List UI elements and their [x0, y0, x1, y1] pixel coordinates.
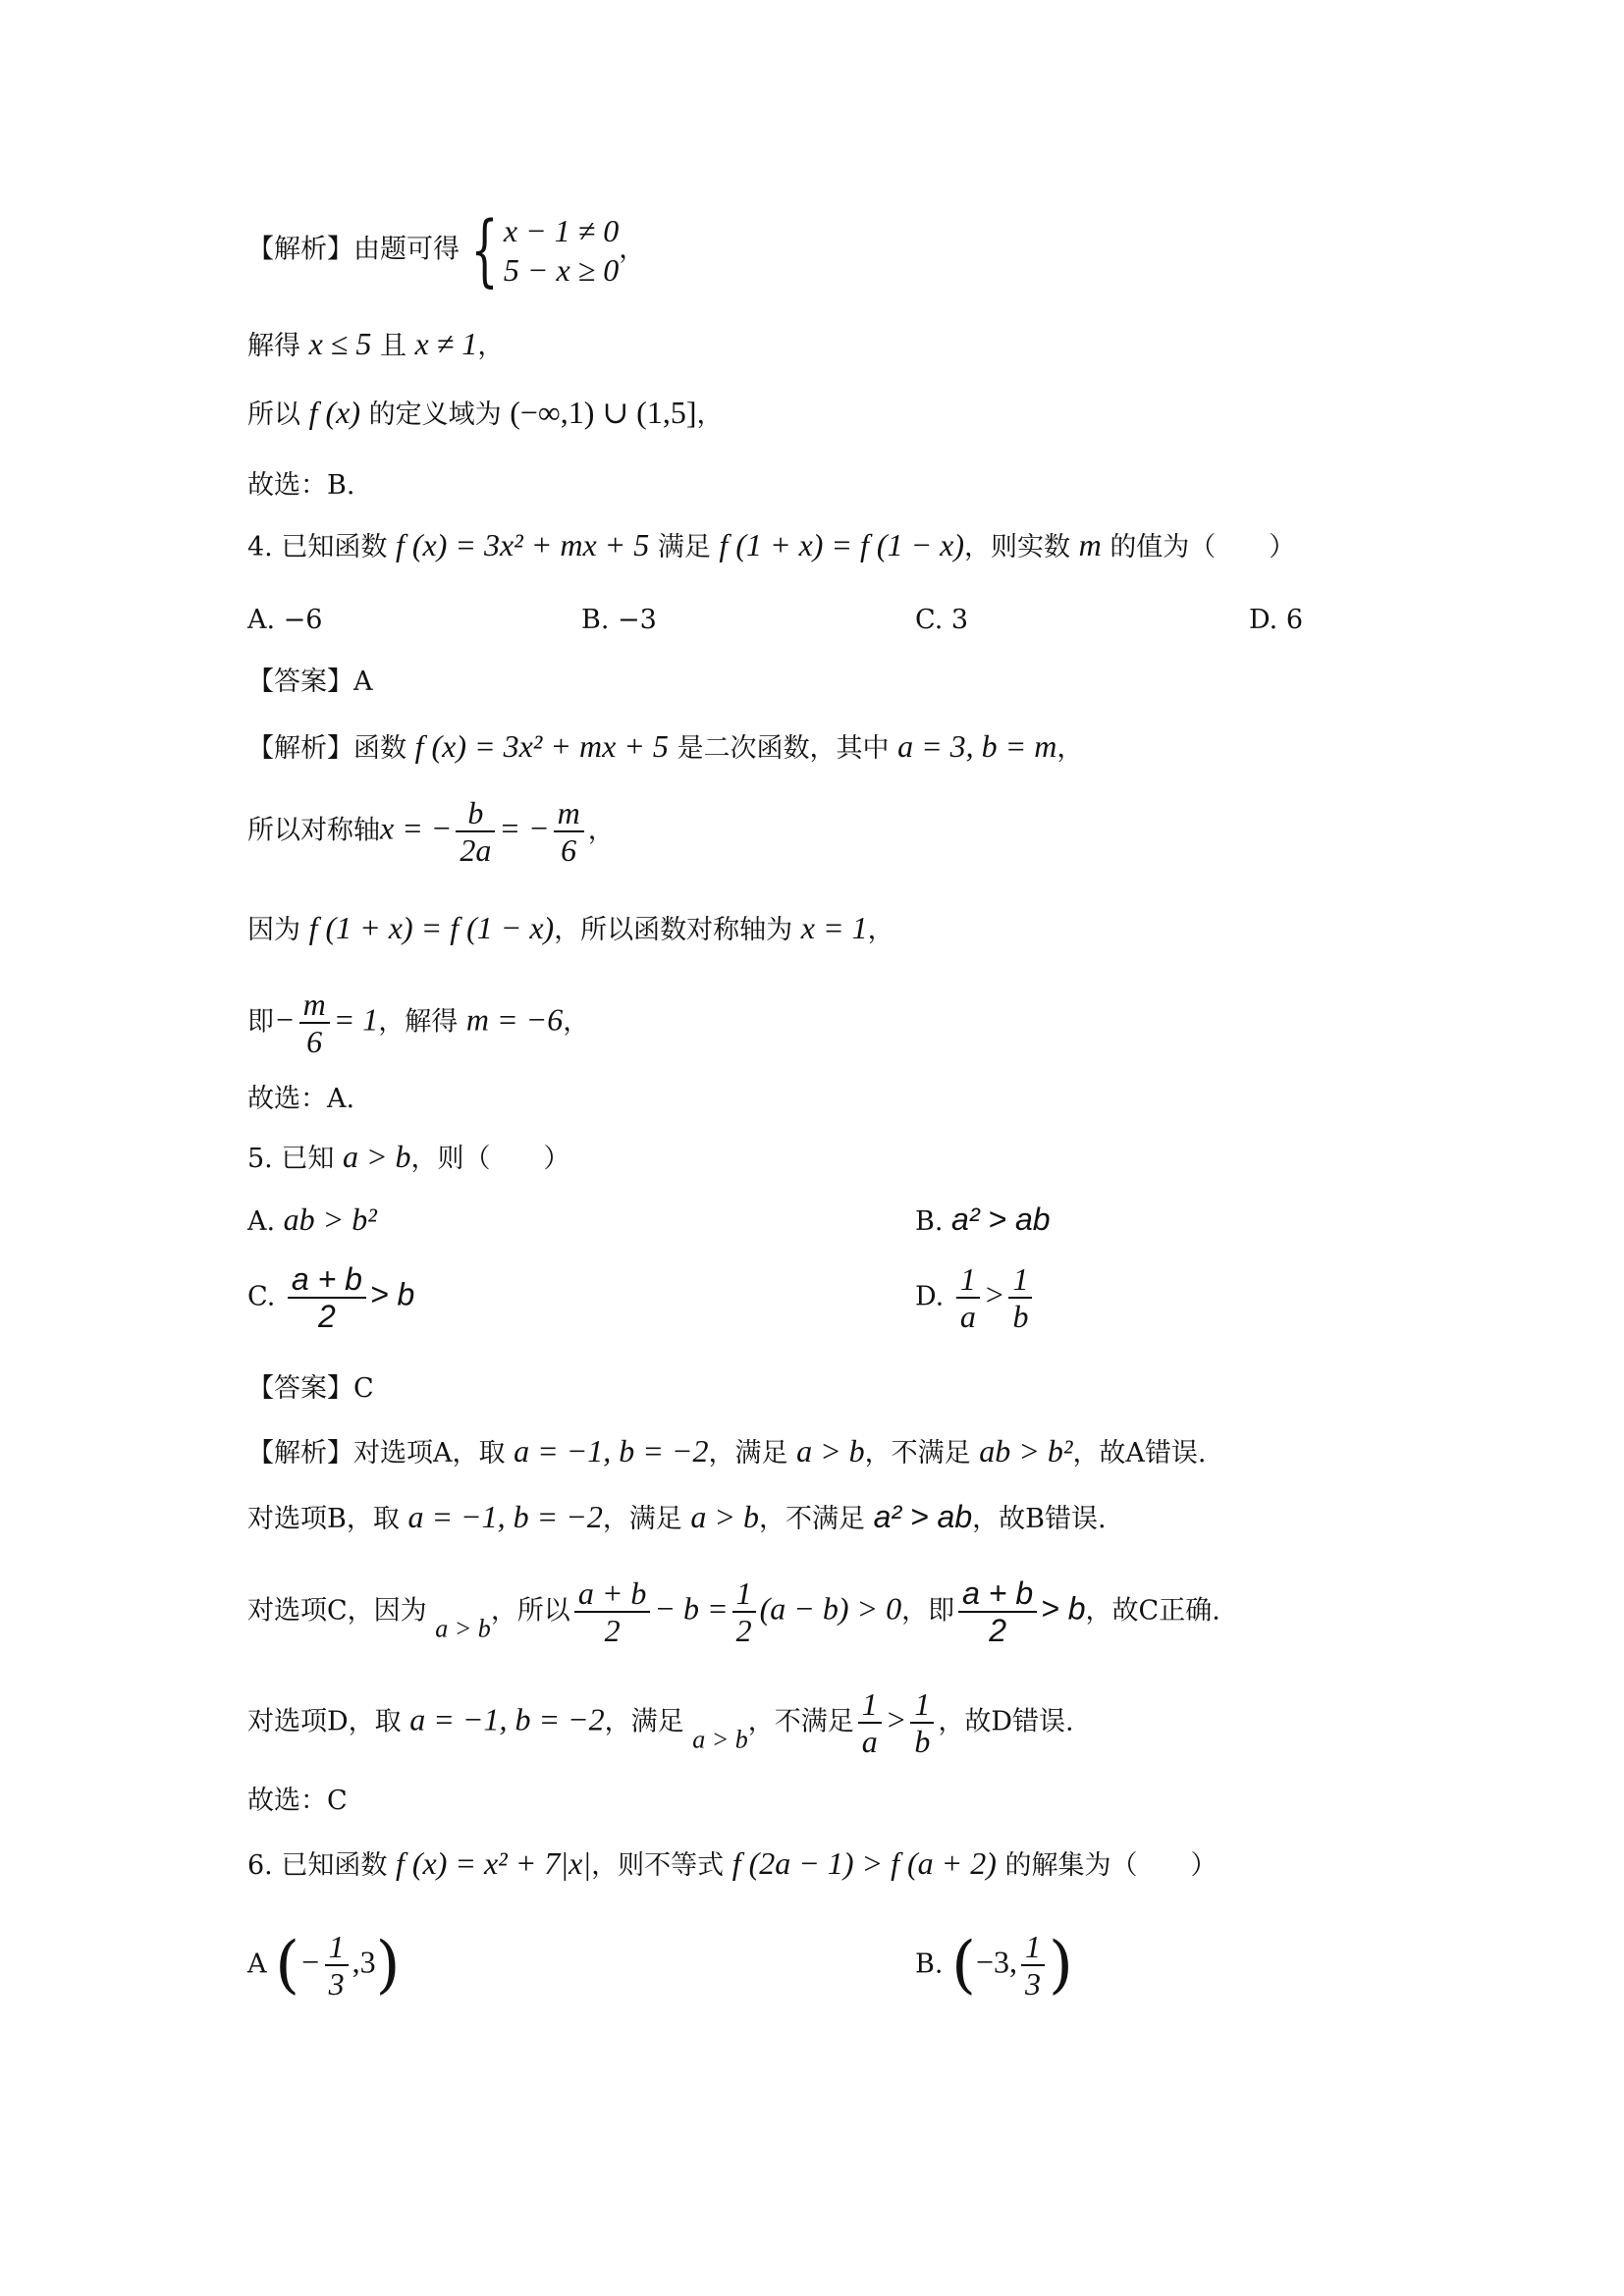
fraction	[910, 1686, 934, 1759]
punct: ，	[619, 234, 646, 265]
numerator: 1	[858, 1686, 882, 1724]
option-label: C.	[247, 1281, 284, 1312]
text: ，则实数	[964, 532, 1071, 562]
math: a = −1, b = −2	[409, 1701, 605, 1737]
brace-symbol: {	[470, 204, 499, 295]
fraction	[956, 1261, 980, 1334]
system-row-1: x − 1 ≠ 0	[503, 213, 620, 248]
inequality-system	[504, 211, 619, 290]
punct: ，	[563, 1006, 590, 1038]
math: f (x) = 3x² + mx + 5	[395, 527, 650, 562]
math: m	[1078, 527, 1102, 562]
text: 满足	[657, 532, 711, 562]
text: 的解集为（ ）	[1004, 1850, 1218, 1881]
denominator: b	[914, 1724, 931, 1759]
math: (−∞,1) ∪ (1,5]	[510, 395, 697, 430]
text: ，不满足	[747, 1706, 854, 1737]
q5-option-c	[247, 1261, 414, 1334]
denominator: 2	[318, 1299, 336, 1334]
solve-line	[247, 324, 504, 366]
numerator: a + b	[958, 1575, 1037, 1613]
analysis-label: 【解析】由题可得	[247, 234, 460, 265]
q5-analysis-2	[247, 1497, 1107, 1539]
text: 对选项D，取	[247, 1706, 402, 1737]
question-6	[247, 1843, 1218, 1886]
math: a > b	[692, 1725, 748, 1754]
punct: ，	[477, 331, 505, 361]
math: ab > b²	[283, 1201, 377, 1237]
paren: )	[1049, 1929, 1074, 2002]
q5-option-b	[915, 1200, 1051, 1242]
math: −	[274, 1001, 296, 1038]
math: f (2a − 1) > f (a + 2)	[731, 1845, 997, 1881]
text: 的定义域为	[368, 400, 502, 430]
text: 的值为（ ）	[1110, 532, 1296, 562]
domain-line	[247, 393, 723, 435]
text: ，即	[901, 1595, 955, 1627]
text: ，满足	[604, 1706, 684, 1737]
text: ，故D错误.	[938, 1706, 1074, 1737]
choose-q5: 故选：C	[247, 1786, 348, 1816]
fraction	[1008, 1261, 1032, 1334]
paren: (	[275, 1929, 300, 2002]
fraction	[299, 987, 330, 1059]
math: x ≤ 5	[308, 326, 372, 361]
math: a² > ab	[951, 1201, 1051, 1237]
fraction	[554, 795, 584, 868]
q4-analysis-4	[247, 987, 589, 1059]
text: 6. 已知函数	[247, 1850, 388, 1881]
punct: ，	[587, 815, 615, 846]
math: a = 3, b = m	[897, 728, 1057, 764]
denominator: 2	[604, 1613, 621, 1648]
text: ，则不等式	[591, 1850, 725, 1881]
q5-option-a	[247, 1200, 377, 1242]
math: ab > b²	[979, 1433, 1073, 1468]
punct: ，	[696, 400, 724, 430]
math: a = −1, b = −2	[407, 1499, 603, 1534]
text: 对选项C，因为	[247, 1595, 427, 1627]
text: ，所以	[490, 1595, 570, 1627]
numerator: 1	[1021, 1929, 1045, 1966]
text: 对选项B，取	[247, 1504, 400, 1534]
paren: )	[375, 1929, 401, 2002]
denominator: 6	[306, 1024, 323, 1059]
numerator: 1	[956, 1261, 980, 1299]
q6-option-a	[247, 1929, 401, 2002]
math: m = −6	[465, 1001, 564, 1038]
denominator: a	[959, 1299, 976, 1334]
numerator: a + b	[574, 1575, 651, 1613]
math: x = 1	[800, 910, 868, 945]
q5-analysis-3	[247, 1575, 1220, 1649]
fraction	[456, 795, 495, 868]
option-label: A.	[247, 1206, 284, 1237]
math: >	[983, 1276, 1005, 1312]
denominator: 3	[328, 1966, 345, 2002]
math: −	[299, 1944, 321, 1980]
q5-analysis-4	[247, 1686, 1074, 1760]
math: − b =	[654, 1590, 729, 1627]
fraction	[325, 1929, 349, 2002]
math: f (1 + x) = f (1 − x)	[719, 527, 965, 562]
fraction	[732, 1575, 756, 1648]
text: ，不满足	[759, 1504, 865, 1534]
numerator: 1	[732, 1575, 756, 1613]
math: > b	[1041, 1590, 1086, 1627]
q5-answer: 【答案】C	[247, 1373, 374, 1404]
paren: (	[951, 1929, 976, 2002]
analysis-q3-system	[247, 204, 646, 295]
math: ,3	[352, 1944, 376, 1980]
math: a > b	[435, 1614, 491, 1643]
q4-option-a: A. −6	[247, 605, 323, 635]
math: f (1 + x) = f (1 − x)	[308, 910, 555, 945]
numerator: 1	[325, 1929, 349, 1966]
text: 4. 已知函数	[247, 532, 388, 562]
math: >	[885, 1701, 907, 1737]
text: 所以	[247, 400, 300, 430]
math: > b	[369, 1276, 415, 1312]
math: f (x)	[308, 395, 360, 430]
text: 【解析】函数	[247, 733, 406, 764]
denominator: 3	[1025, 1966, 1042, 2002]
text: 因为	[247, 915, 300, 945]
system-row-2: 5 − x ≥ 0	[503, 252, 620, 288]
choose-q3: 故选：B.	[247, 470, 355, 501]
fraction	[574, 1575, 651, 1648]
math: a = −1, b = −2	[514, 1433, 709, 1468]
text: ，解得	[378, 1006, 459, 1038]
punct: ，	[867, 915, 894, 945]
fraction	[858, 1686, 882, 1759]
math: a > b	[690, 1499, 759, 1534]
math: f (x) = x² + 7|x|	[395, 1845, 592, 1881]
math: a² > ab	[873, 1499, 973, 1534]
question-4	[247, 525, 1295, 567]
denominator: 2a	[460, 832, 492, 868]
text: 5. 已知	[247, 1144, 335, 1174]
text: 【解析】对选项A，取	[247, 1438, 506, 1468]
denominator: 6	[561, 832, 577, 868]
text: ，满足	[602, 1504, 682, 1534]
denominator: a	[861, 1724, 878, 1759]
q4-analysis-1	[247, 726, 1083, 769]
denominator: b	[1012, 1299, 1029, 1334]
text: 且	[379, 331, 406, 361]
math: = 1	[333, 1001, 379, 1038]
math: −3,	[976, 1944, 1018, 1980]
fraction	[1021, 1929, 1045, 2002]
question-5	[247, 1137, 570, 1179]
q4-option-c: C. 3	[915, 605, 969, 635]
numerator: 1	[1008, 1261, 1032, 1299]
math: a > b	[342, 1139, 411, 1174]
math: x = −	[380, 810, 453, 846]
q4-analysis-3	[247, 908, 894, 950]
text: ，满足	[708, 1438, 788, 1468]
q4-option-d: D. 6	[1249, 605, 1304, 635]
numerator: b	[456, 795, 495, 832]
option-label: A	[247, 1949, 267, 1980]
q6-option-b	[915, 1929, 1073, 2002]
q4-analysis-2	[247, 795, 615, 868]
option-label: B.	[915, 1206, 952, 1237]
numerator: 1	[910, 1686, 934, 1724]
option-label: D.	[915, 1281, 952, 1312]
option-label: B.	[915, 1949, 944, 1980]
text: 是二次函数，其中	[677, 733, 890, 764]
text: 解得	[247, 331, 300, 361]
choose-q4: 故选：A.	[247, 1084, 355, 1114]
denominator: 2	[989, 1613, 1007, 1648]
math: = −	[499, 810, 550, 846]
q4-answer: 【答案】A	[247, 667, 373, 697]
text: 即	[247, 1006, 274, 1038]
math: f (x) = 3x² + mx + 5	[414, 728, 669, 764]
fraction	[288, 1261, 366, 1334]
q4-option-b: B. −3	[581, 605, 657, 635]
text: ，不满足	[864, 1438, 971, 1468]
fraction	[958, 1575, 1037, 1648]
text: ，故B错误.	[972, 1504, 1107, 1534]
punct: ，	[1056, 733, 1084, 764]
numerator: a + b	[288, 1261, 366, 1299]
text: 所以对称轴	[247, 815, 380, 846]
math: x ≠ 1	[414, 326, 478, 361]
text: ，所以函数对称轴为	[554, 915, 793, 945]
text: ，故A错误.	[1072, 1438, 1207, 1468]
denominator: 2	[735, 1613, 752, 1648]
math: a > b	[796, 1433, 865, 1468]
q5-option-d	[915, 1261, 1036, 1334]
q5-analysis-1	[247, 1431, 1207, 1473]
text: ，故C正确.	[1085, 1595, 1220, 1627]
math: (a − b) > 0	[759, 1590, 902, 1627]
numerator: m	[554, 795, 584, 832]
numerator: m	[299, 987, 330, 1024]
text: ，则（ ）	[410, 1144, 570, 1174]
